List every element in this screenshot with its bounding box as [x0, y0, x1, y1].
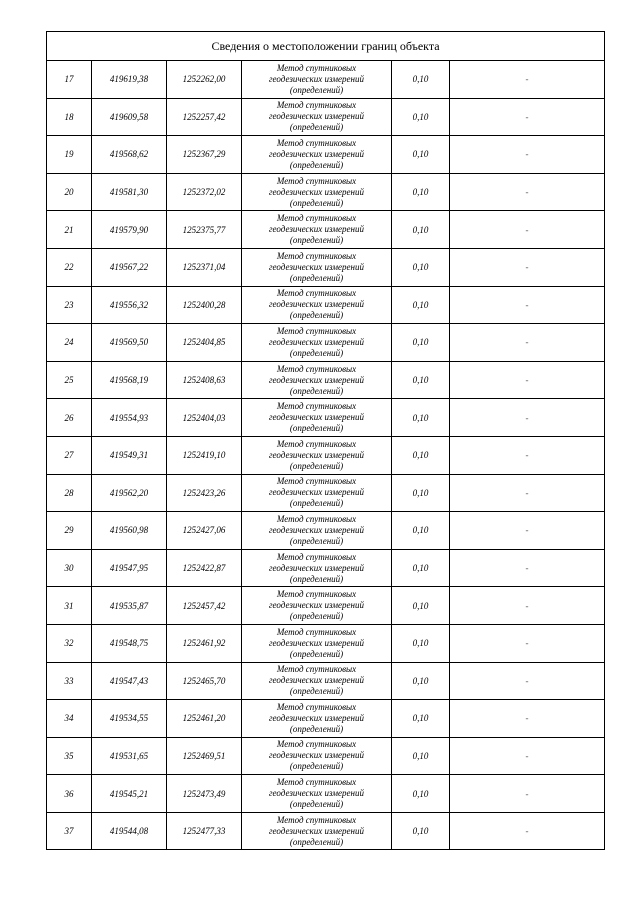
- point-number-cell: 37: [47, 812, 92, 850]
- coord-y-cell: 1252404,03: [167, 399, 242, 437]
- coord-x-cell: 419568,19: [92, 361, 167, 399]
- coord-x-cell: 419548,75: [92, 624, 167, 662]
- method-line: (определений): [289, 648, 344, 659]
- method-line: геодезических измерений: [269, 412, 364, 423]
- method-line: Метод спутниковых: [276, 137, 357, 148]
- method-line: (определений): [289, 498, 344, 509]
- point-number-cell: 36: [47, 775, 92, 813]
- coord-x-cell: 419535,87: [92, 587, 167, 625]
- table-row: [47, 286, 605, 324]
- precision-cell: 0,10: [392, 700, 450, 738]
- precision-cell: 0,10: [392, 587, 450, 625]
- coord-x-cell: 419547,95: [92, 549, 167, 587]
- method-line: (определений): [289, 235, 344, 246]
- table-row: [47, 98, 605, 136]
- table-row: [47, 812, 605, 850]
- precision-cell: 0,10: [392, 136, 450, 174]
- method-line: Метод спутниковых: [276, 100, 357, 111]
- coord-y-cell: 1252419,10: [167, 436, 242, 474]
- table-row: [47, 173, 605, 211]
- method-cell: [242, 512, 392, 550]
- point-number-cell: 21: [47, 211, 92, 249]
- table-row: [47, 549, 605, 587]
- method-line: геодезических измерений: [269, 750, 364, 761]
- coord-y-cell: 1252404,85: [167, 324, 242, 362]
- point-number-cell: 27: [47, 436, 92, 474]
- note-cell: -: [450, 512, 605, 550]
- table-body: [47, 61, 605, 850]
- method-line: геодезических измерений: [269, 712, 364, 723]
- coord-y-cell: 1252461,20: [167, 700, 242, 738]
- point-number-cell: 19: [47, 136, 92, 174]
- method-cell: [242, 549, 392, 587]
- note-cell: -: [450, 474, 605, 512]
- note-cell: -: [450, 286, 605, 324]
- method-line: (определений): [289, 460, 344, 471]
- method-cell: [242, 775, 392, 813]
- table-row: [47, 436, 605, 474]
- method-line: Метод спутниковых: [276, 438, 357, 449]
- method-line: Метод спутниковых: [276, 777, 357, 788]
- point-number-cell: 23: [47, 286, 92, 324]
- method-line: Метод спутниковых: [276, 62, 357, 73]
- method-line: (определений): [289, 310, 344, 321]
- table-row: [47, 624, 605, 662]
- note-cell: -: [450, 361, 605, 399]
- method-cell: [242, 211, 392, 249]
- precision-cell: 0,10: [392, 399, 450, 437]
- coord-x-cell: 419560,98: [92, 512, 167, 550]
- note-cell: -: [450, 136, 605, 174]
- precision-cell: 0,10: [392, 286, 450, 324]
- note-cell: -: [450, 587, 605, 625]
- method-line: Метод спутниковых: [276, 175, 357, 186]
- point-number-cell: 33: [47, 662, 92, 700]
- method-line: (определений): [289, 159, 344, 170]
- table-row: [47, 136, 605, 174]
- coord-y-cell: 1252257,42: [167, 98, 242, 136]
- table-row: [47, 587, 605, 625]
- method-line: (определений): [289, 84, 344, 95]
- method-line: Метод спутниковых: [276, 476, 357, 487]
- note-cell: -: [450, 248, 605, 286]
- method-line: геодезических измерений: [269, 299, 364, 310]
- coord-x-cell: 419549,31: [92, 436, 167, 474]
- method-line: Метод спутниковых: [276, 701, 357, 712]
- method-line: геодезических измерений: [269, 336, 364, 347]
- point-number-cell: 32: [47, 624, 92, 662]
- coord-y-cell: 1252477,33: [167, 812, 242, 850]
- method-line: Метод спутниковых: [276, 401, 357, 412]
- precision-cell: 0,10: [392, 512, 450, 550]
- method-line: геодезических измерений: [269, 374, 364, 385]
- coord-x-cell: 419544,08: [92, 812, 167, 850]
- coord-x-cell: 419567,22: [92, 248, 167, 286]
- point-number-cell: 30: [47, 549, 92, 587]
- note-cell: -: [450, 98, 605, 136]
- coord-y-cell: 1252423,26: [167, 474, 242, 512]
- precision-cell: 0,10: [392, 624, 450, 662]
- method-line: Метод спутниковых: [276, 739, 357, 750]
- method-cell: [242, 286, 392, 324]
- coord-x-cell: 419569,50: [92, 324, 167, 362]
- method-line: геодезических измерений: [269, 261, 364, 272]
- coord-y-cell: 1252408,63: [167, 361, 242, 399]
- method-line: геодезических измерений: [269, 675, 364, 686]
- method-line: (определений): [289, 423, 344, 434]
- method-line: (определений): [289, 272, 344, 283]
- precision-cell: 0,10: [392, 211, 450, 249]
- method-line: Метод спутниковых: [276, 513, 357, 524]
- method-cell: [242, 98, 392, 136]
- method-line: геодезических измерений: [269, 825, 364, 836]
- method-line: (определений): [289, 836, 344, 847]
- table-row: [47, 512, 605, 550]
- coord-x-cell: 419534,55: [92, 700, 167, 738]
- point-number-cell: 35: [47, 737, 92, 775]
- coord-y-cell: 1252457,42: [167, 587, 242, 625]
- note-cell: -: [450, 211, 605, 249]
- coord-x-cell: 419554,93: [92, 399, 167, 437]
- method-line: (определений): [289, 385, 344, 396]
- note-cell: -: [450, 662, 605, 700]
- point-number-cell: 22: [47, 248, 92, 286]
- precision-cell: 0,10: [392, 248, 450, 286]
- method-cell: [242, 361, 392, 399]
- method-cell: [242, 474, 392, 512]
- note-cell: -: [450, 436, 605, 474]
- method-line: (определений): [289, 347, 344, 358]
- point-number-cell: 18: [47, 98, 92, 136]
- note-cell: -: [450, 61, 605, 99]
- method-line: геодезических измерений: [269, 562, 364, 573]
- method-line: геодезических измерений: [269, 487, 364, 498]
- note-cell: -: [450, 549, 605, 587]
- method-cell: [242, 624, 392, 662]
- coord-x-cell: 419581,30: [92, 173, 167, 211]
- note-cell: -: [450, 775, 605, 813]
- coord-y-cell: 1252427,06: [167, 512, 242, 550]
- method-cell: [242, 737, 392, 775]
- method-line: Метод спутниковых: [276, 626, 357, 637]
- precision-cell: 0,10: [392, 775, 450, 813]
- note-cell: -: [450, 812, 605, 850]
- table-row: [47, 737, 605, 775]
- method-cell: [242, 662, 392, 700]
- method-line: геодезических измерений: [269, 600, 364, 611]
- precision-cell: 0,10: [392, 662, 450, 700]
- coord-x-cell: 419556,32: [92, 286, 167, 324]
- note-cell: -: [450, 399, 605, 437]
- method-line: (определений): [289, 611, 344, 622]
- method-cell: [242, 61, 392, 99]
- coord-y-cell: 1252465,70: [167, 662, 242, 700]
- method-line: (определений): [289, 573, 344, 584]
- method-cell: [242, 324, 392, 362]
- precision-cell: 0,10: [392, 98, 450, 136]
- coord-y-cell: 1252400,28: [167, 286, 242, 324]
- method-line: Метод спутниковых: [276, 213, 357, 224]
- coord-x-cell: 419562,20: [92, 474, 167, 512]
- note-cell: -: [450, 624, 605, 662]
- method-line: (определений): [289, 197, 344, 208]
- table-row: [47, 662, 605, 700]
- method-line: геодезических измерений: [269, 637, 364, 648]
- method-cell: [242, 248, 392, 286]
- coord-x-cell: 419547,43: [92, 662, 167, 700]
- method-line: геодезических измерений: [269, 73, 364, 84]
- point-number-cell: 26: [47, 399, 92, 437]
- method-line: Метод спутниковых: [276, 814, 357, 825]
- coord-y-cell: 1252473,49: [167, 775, 242, 813]
- table-row: [47, 399, 605, 437]
- note-cell: -: [450, 173, 605, 211]
- point-number-cell: 28: [47, 474, 92, 512]
- method-cell: [242, 700, 392, 738]
- method-line: (определений): [289, 761, 344, 772]
- point-number-cell: 34: [47, 700, 92, 738]
- method-cell: [242, 173, 392, 211]
- method-line: геодезических измерений: [269, 111, 364, 122]
- note-cell: -: [450, 324, 605, 362]
- table-row: [47, 248, 605, 286]
- precision-cell: 0,10: [392, 61, 450, 99]
- precision-cell: 0,10: [392, 173, 450, 211]
- precision-cell: 0,10: [392, 812, 450, 850]
- coord-y-cell: 1252469,51: [167, 737, 242, 775]
- coord-x-cell: 419568,62: [92, 136, 167, 174]
- method-line: геодезических измерений: [269, 186, 364, 197]
- point-number-cell: 31: [47, 587, 92, 625]
- coord-y-cell: 1252367,29: [167, 136, 242, 174]
- point-number-cell: 24: [47, 324, 92, 362]
- method-line: (определений): [289, 686, 344, 697]
- method-line: Метод спутниковых: [276, 664, 357, 675]
- method-line: Метод спутниковых: [276, 551, 357, 562]
- method-line: Метод спутниковых: [276, 363, 357, 374]
- table-row: [47, 211, 605, 249]
- coord-x-cell: 419531,65: [92, 737, 167, 775]
- coord-x-cell: 419619,38: [92, 61, 167, 99]
- method-cell: [242, 399, 392, 437]
- coord-y-cell: 1252372,02: [167, 173, 242, 211]
- method-cell: [242, 587, 392, 625]
- method-line: геодезических измерений: [269, 148, 364, 159]
- precision-cell: 0,10: [392, 737, 450, 775]
- table-row: [47, 361, 605, 399]
- method-line: Метод спутниковых: [276, 250, 357, 261]
- method-cell: [242, 136, 392, 174]
- table-row: [47, 700, 605, 738]
- method-line: геодезических измерений: [269, 524, 364, 535]
- coord-y-cell: 1252461,92: [167, 624, 242, 662]
- method-line: (определений): [289, 535, 344, 546]
- point-number-cell: 25: [47, 361, 92, 399]
- table-row: [47, 324, 605, 362]
- coord-y-cell: 1252375,77: [167, 211, 242, 249]
- document-sheet: [46, 31, 604, 850]
- note-cell: -: [450, 700, 605, 738]
- method-line: Метод спутниковых: [276, 589, 357, 600]
- method-line: (определений): [289, 723, 344, 734]
- coord-x-cell: 419609,58: [92, 98, 167, 136]
- method-line: геодезических измерений: [269, 449, 364, 460]
- precision-cell: 0,10: [392, 549, 450, 587]
- table-row: [47, 474, 605, 512]
- coord-y-cell: 1252422,87: [167, 549, 242, 587]
- coord-y-cell: 1252371,04: [167, 248, 242, 286]
- precision-cell: 0,10: [392, 361, 450, 399]
- method-line: Метод спутниковых: [276, 325, 357, 336]
- precision-cell: 0,10: [392, 324, 450, 362]
- method-cell: [242, 812, 392, 850]
- coord-x-cell: 419579,90: [92, 211, 167, 249]
- coord-y-cell: 1252262,00: [167, 61, 242, 99]
- method-line: геодезических измерений: [269, 224, 364, 235]
- method-line: (определений): [289, 799, 344, 810]
- boundary-table: [46, 31, 605, 850]
- table-row: [47, 61, 605, 99]
- method-line: Метод спутниковых: [276, 288, 357, 299]
- method-cell: [242, 436, 392, 474]
- table-title: Сведения о местоположении границ объекта: [47, 32, 605, 61]
- point-number-cell: 20: [47, 173, 92, 211]
- coord-x-cell: 419545,21: [92, 775, 167, 813]
- method-line: геодезических измерений: [269, 788, 364, 799]
- method-line: (определений): [289, 122, 344, 133]
- note-cell: -: [450, 737, 605, 775]
- point-number-cell: 17: [47, 61, 92, 99]
- table-row: [47, 775, 605, 813]
- precision-cell: 0,10: [392, 436, 450, 474]
- precision-cell: 0,10: [392, 474, 450, 512]
- point-number-cell: 29: [47, 512, 92, 550]
